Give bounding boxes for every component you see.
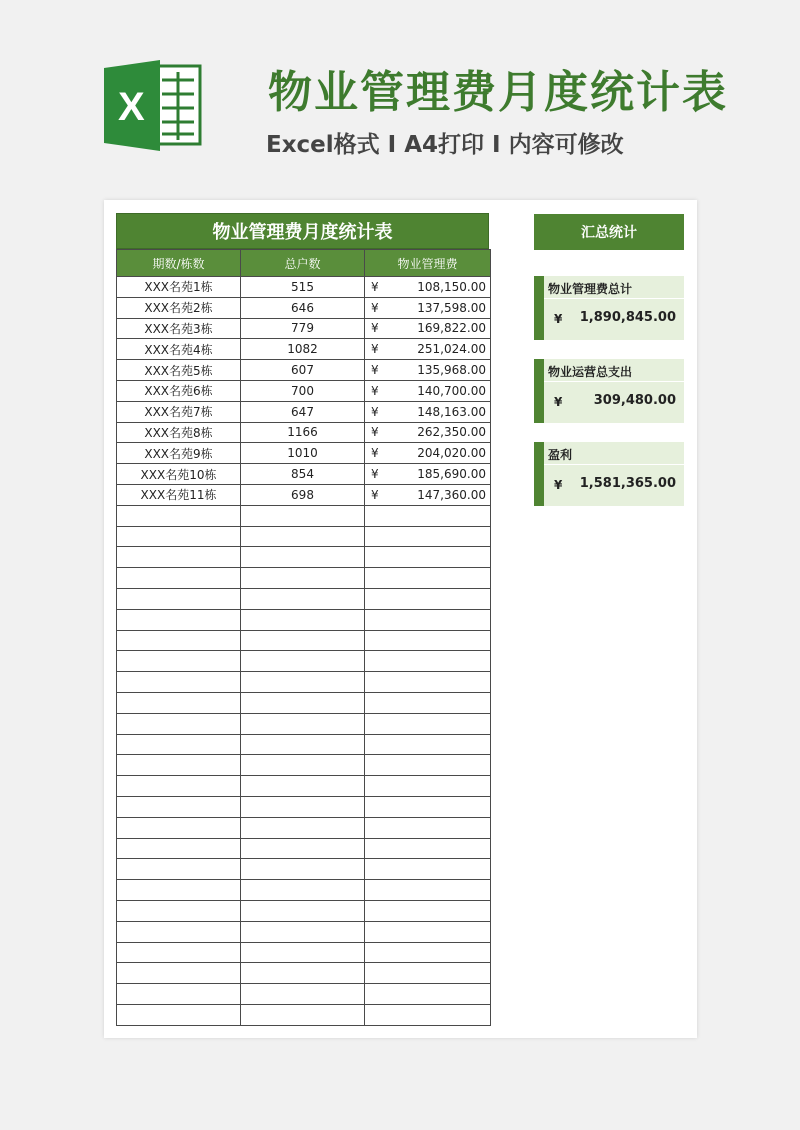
- summary-card-value: 309,480.00: [593, 393, 676, 408]
- empty-table-row: [117, 672, 491, 693]
- empty-table-row: [117, 692, 491, 713]
- empty-cell[interactable]: [365, 1004, 491, 1025]
- column-header-fee: 物业管理费: [365, 250, 491, 277]
- empty-cell[interactable]: [365, 672, 491, 693]
- empty-cell[interactable]: [241, 505, 365, 526]
- cell-fee[interactable]: [365, 360, 491, 381]
- empty-cell[interactable]: [365, 630, 491, 651]
- fee-amount: 251,024.00: [417, 342, 486, 357]
- currency-symbol: ¥: [371, 342, 379, 357]
- empty-cell[interactable]: [241, 547, 365, 568]
- empty-cell[interactable]: [241, 963, 365, 984]
- empty-table-row: [117, 588, 491, 609]
- currency-symbol: ¥: [371, 446, 379, 461]
- cell-building[interactable]: XXX名苑11栋: [117, 484, 241, 505]
- empty-cell[interactable]: [241, 776, 365, 797]
- currency-symbol: ¥: [371, 467, 379, 482]
- empty-cell[interactable]: [117, 755, 241, 776]
- empty-cell[interactable]: [365, 900, 491, 921]
- empty-cell[interactable]: [241, 588, 365, 609]
- empty-cell[interactable]: [365, 942, 491, 963]
- fee-amount: 204,020.00: [417, 446, 486, 461]
- empty-table-row: [117, 713, 491, 734]
- empty-table-row: [117, 609, 491, 630]
- table-row: [117, 339, 491, 360]
- empty-cell[interactable]: [117, 630, 241, 651]
- empty-cell[interactable]: [117, 984, 241, 1005]
- cell-building[interactable]: XXX名苑5栋: [117, 360, 241, 381]
- fee-amount: 169,822.00: [417, 321, 486, 336]
- empty-table-row: [117, 796, 491, 817]
- fee-amount: 262,350.00: [417, 425, 486, 440]
- cell-households[interactable]: 1082: [241, 339, 365, 360]
- empty-cell[interactable]: [117, 505, 241, 526]
- empty-table-row: [117, 776, 491, 797]
- empty-table-row: [117, 880, 491, 901]
- currency-symbol: ¥: [371, 363, 379, 378]
- excel-logo-icon: [104, 58, 204, 153]
- cell-building[interactable]: XXX名苑7栋: [117, 401, 241, 422]
- empty-table-row: [117, 526, 491, 547]
- summary-card-label: 物业管理费总计: [548, 282, 633, 296]
- cell-fee[interactable]: [365, 277, 491, 298]
- empty-table-row: [117, 1004, 491, 1025]
- empty-cell[interactable]: [241, 609, 365, 630]
- empty-cell[interactable]: [117, 796, 241, 817]
- cell-fee[interactable]: [365, 443, 491, 464]
- cell-building[interactable]: XXX名苑6栋: [117, 380, 241, 401]
- summary-card-label: 盈利: [548, 448, 573, 462]
- fee-amount: 147,360.00: [417, 487, 486, 502]
- column-header-building: 期数/栋数: [117, 250, 241, 277]
- empty-cell[interactable]: [365, 796, 491, 817]
- empty-cell[interactable]: [365, 547, 491, 568]
- summary-card-value: 1,581,365.00: [579, 476, 676, 491]
- empty-table-row: [117, 859, 491, 880]
- currency-symbol: ¥: [371, 425, 379, 440]
- cell-fee[interactable]: [365, 484, 491, 505]
- empty-table-row: [117, 734, 491, 755]
- empty-cell[interactable]: [117, 651, 241, 672]
- empty-cell[interactable]: [241, 692, 365, 713]
- empty-cell[interactable]: [365, 776, 491, 797]
- empty-cell[interactable]: [117, 547, 241, 568]
- cell-households[interactable]: 698: [241, 484, 365, 505]
- cell-households[interactable]: 646: [241, 297, 365, 318]
- cell-households[interactable]: 779: [241, 318, 365, 339]
- currency-symbol: ¥: [371, 404, 379, 419]
- empty-table-row: [117, 984, 491, 1005]
- currency-symbol: ¥: [371, 300, 379, 315]
- empty-cell[interactable]: [365, 692, 491, 713]
- empty-cell[interactable]: [117, 734, 241, 755]
- summary-card-expense: [534, 359, 684, 423]
- summary-title: 汇总统计: [534, 214, 684, 250]
- cell-building[interactable]: XXX名苑9栋: [117, 443, 241, 464]
- cell-fee[interactable]: [365, 339, 491, 360]
- empty-cell[interactable]: [241, 796, 365, 817]
- empty-cell[interactable]: [241, 568, 365, 589]
- empty-cell[interactable]: [365, 817, 491, 838]
- empty-cell[interactable]: [241, 859, 365, 880]
- spreadsheet-sheet: [104, 200, 697, 1038]
- cell-households[interactable]: 854: [241, 464, 365, 485]
- empty-cell[interactable]: [117, 817, 241, 838]
- cell-households[interactable]: 647: [241, 401, 365, 422]
- table-row: [117, 297, 491, 318]
- cell-building[interactable]: XXX名苑3栋: [117, 318, 241, 339]
- table-header-row: [117, 250, 491, 277]
- empty-table-row: [117, 651, 491, 672]
- table-row: [117, 380, 491, 401]
- empty-cell[interactable]: [241, 838, 365, 859]
- empty-cell[interactable]: [117, 526, 241, 547]
- currency-symbol: ¥: [554, 478, 563, 492]
- summary-card-value: 1,890,845.00: [579, 310, 676, 325]
- empty-cell[interactable]: [117, 838, 241, 859]
- empty-cell[interactable]: [117, 859, 241, 880]
- empty-cell[interactable]: [365, 984, 491, 1005]
- fee-amount: 135,968.00: [417, 363, 486, 378]
- summary-card-profit: [534, 442, 684, 506]
- empty-cell[interactable]: [241, 734, 365, 755]
- cell-households[interactable]: 1010: [241, 443, 365, 464]
- cell-households[interactable]: 700: [241, 380, 365, 401]
- empty-cell[interactable]: [365, 651, 491, 672]
- cell-fee[interactable]: [365, 464, 491, 485]
- table-row: [117, 464, 491, 485]
- table-row: [117, 443, 491, 464]
- empty-cell[interactable]: [365, 921, 491, 942]
- table-row: [117, 422, 491, 443]
- cell-building[interactable]: XXX名苑1栋: [117, 277, 241, 298]
- empty-cell[interactable]: [365, 838, 491, 859]
- empty-cell[interactable]: [365, 568, 491, 589]
- empty-cell[interactable]: [241, 900, 365, 921]
- empty-table-row: [117, 568, 491, 589]
- empty-cell[interactable]: [365, 755, 491, 776]
- empty-cell[interactable]: [241, 651, 365, 672]
- empty-cell[interactable]: [241, 984, 365, 1005]
- empty-cell[interactable]: [241, 921, 365, 942]
- fee-table: [116, 249, 491, 1026]
- cell-building[interactable]: XXX名苑10栋: [117, 464, 241, 485]
- empty-cell[interactable]: [117, 963, 241, 984]
- table-row: [117, 484, 491, 505]
- cell-building[interactable]: XXX名苑8栋: [117, 422, 241, 443]
- currency-symbol: ¥: [371, 321, 379, 336]
- table-title: 物业管理费月度统计表: [116, 213, 489, 249]
- empty-cell[interactable]: [117, 692, 241, 713]
- empty-cell[interactable]: [241, 817, 365, 838]
- empty-cell[interactable]: [117, 942, 241, 963]
- empty-cell[interactable]: [241, 942, 365, 963]
- empty-cell[interactable]: [365, 963, 491, 984]
- empty-cell[interactable]: [117, 1004, 241, 1025]
- empty-table-row: [117, 963, 491, 984]
- fee-amount: 148,163.00: [417, 404, 486, 419]
- empty-cell[interactable]: [117, 672, 241, 693]
- empty-cell[interactable]: [117, 588, 241, 609]
- empty-cell[interactable]: [117, 568, 241, 589]
- currency-symbol: ¥: [371, 487, 379, 502]
- empty-cell[interactable]: [117, 713, 241, 734]
- empty-cell[interactable]: [365, 734, 491, 755]
- fee-amount: 140,700.00: [417, 383, 486, 398]
- empty-cell[interactable]: [117, 921, 241, 942]
- table-row: [117, 277, 491, 298]
- empty-table-row: [117, 900, 491, 921]
- cell-fee[interactable]: [365, 401, 491, 422]
- cell-households[interactable]: 607: [241, 360, 365, 381]
- fee-amount: 185,690.00: [417, 467, 486, 482]
- empty-table-row: [117, 921, 491, 942]
- empty-cell[interactable]: [365, 713, 491, 734]
- currency-symbol: ¥: [371, 383, 379, 398]
- empty-cell[interactable]: [241, 672, 365, 693]
- currency-symbol: ¥: [554, 312, 563, 326]
- empty-cell[interactable]: [365, 588, 491, 609]
- summary-card-label: 物业运营总支出: [548, 365, 633, 379]
- empty-cell[interactable]: [241, 630, 365, 651]
- empty-cell[interactable]: [365, 526, 491, 547]
- empty-table-row: [117, 755, 491, 776]
- empty-table-row: [117, 817, 491, 838]
- page-header: [0, 0, 800, 190]
- empty-cell[interactable]: [365, 880, 491, 901]
- cell-fee[interactable]: [365, 422, 491, 443]
- empty-cell[interactable]: [117, 880, 241, 901]
- empty-cell[interactable]: [117, 900, 241, 921]
- page-subtitle: Excel格式 I A4打印 I 内容可修改: [266, 132, 624, 158]
- cell-building[interactable]: XXX名苑4栋: [117, 339, 241, 360]
- empty-cell[interactable]: [241, 880, 365, 901]
- currency-symbol: ¥: [554, 395, 563, 409]
- empty-cell[interactable]: [365, 505, 491, 526]
- table-row: [117, 360, 491, 381]
- empty-cell[interactable]: [117, 609, 241, 630]
- empty-cell[interactable]: [117, 776, 241, 797]
- currency-symbol: ¥: [371, 279, 379, 294]
- empty-cell[interactable]: [365, 859, 491, 880]
- empty-cell[interactable]: [365, 609, 491, 630]
- page-title: 物业管理费月度统计表: [268, 67, 728, 118]
- empty-table-row: [117, 547, 491, 568]
- fee-amount: 108,150.00: [417, 279, 486, 294]
- cell-fee[interactable]: [365, 380, 491, 401]
- empty-cell[interactable]: [241, 526, 365, 547]
- empty-table-row: [117, 630, 491, 651]
- table-row: [117, 318, 491, 339]
- empty-cell[interactable]: [241, 1004, 365, 1025]
- cell-households[interactable]: 515: [241, 277, 365, 298]
- fee-amount: 137,598.00: [417, 300, 486, 315]
- empty-table-row: [117, 942, 491, 963]
- empty-cell[interactable]: [241, 755, 365, 776]
- cell-building[interactable]: XXX名苑2栋: [117, 297, 241, 318]
- column-header-households: 总户数: [241, 250, 365, 277]
- cell-fee[interactable]: [365, 318, 491, 339]
- empty-table-row: [117, 838, 491, 859]
- cell-fee[interactable]: [365, 297, 491, 318]
- empty-table-row: [117, 505, 491, 526]
- logo-letter: X: [118, 85, 145, 129]
- empty-cell[interactable]: [241, 713, 365, 734]
- table-row: [117, 401, 491, 422]
- cell-households[interactable]: 1166: [241, 422, 365, 443]
- summary-card-total-fee: [534, 276, 684, 340]
